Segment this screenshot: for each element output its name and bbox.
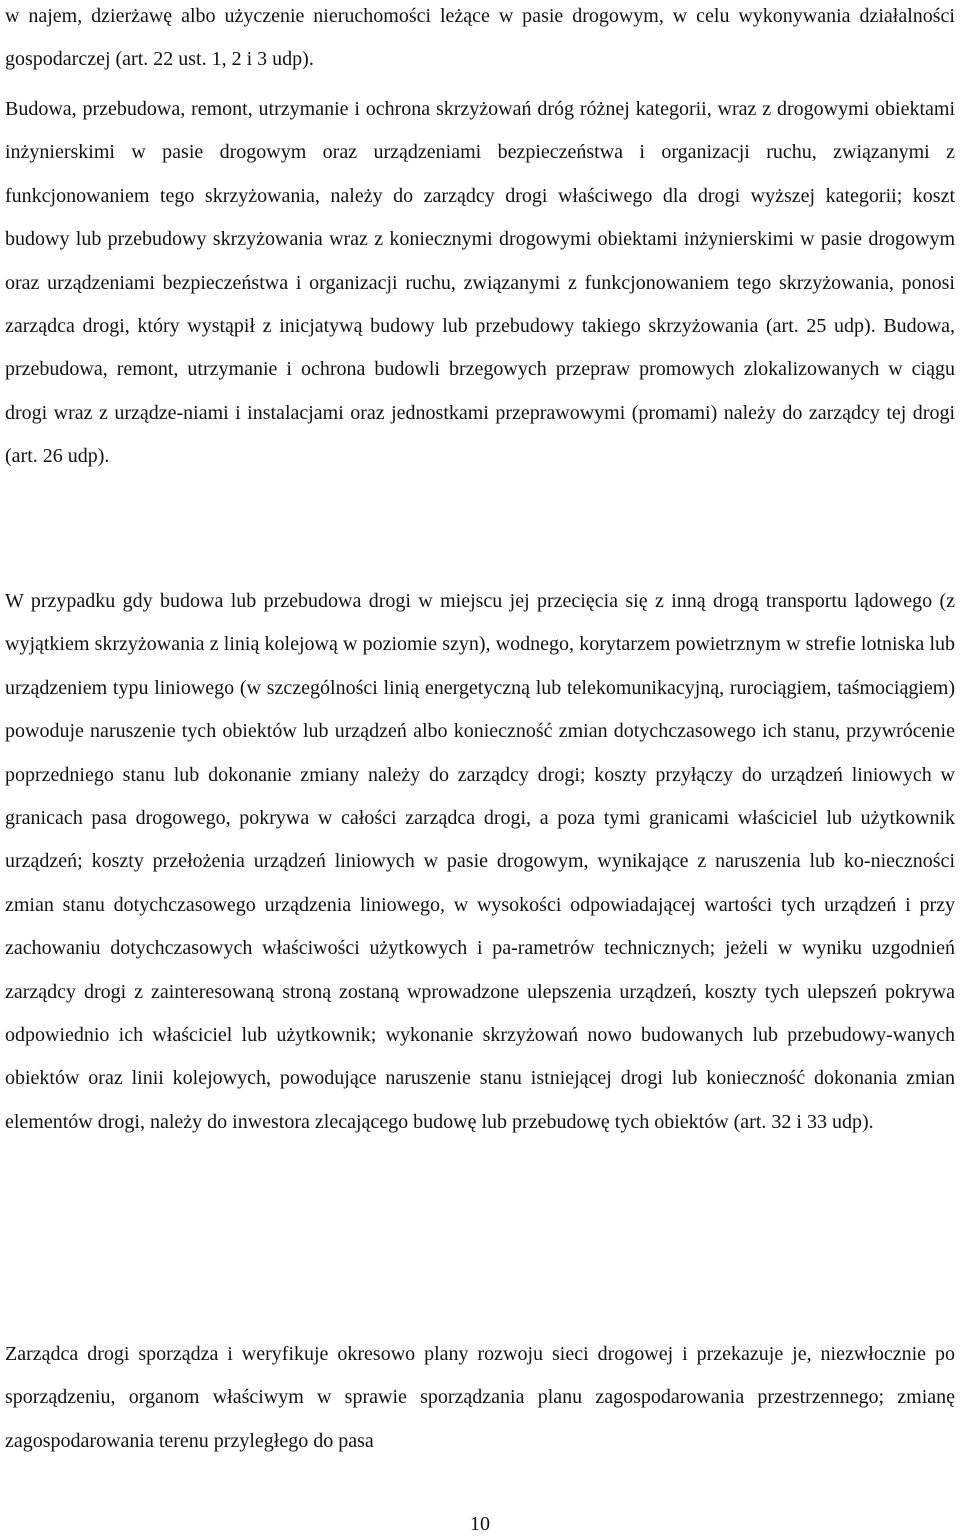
paragraph-road-network-plans: Zarządca drogi sporządza i weryfikuje okresowo plany rozwoju sieci drogowej i przekazuje je, niezwłocznie po sporządzeniu, organom właściwym w sprawie sporządzania planu zagospodarowania przestrzennego; zmianę zagospodarowania terenu przyległego do pasa [5,1343,955,1452]
page-number: 10 [470,1513,490,1535]
paragraph-intersections: Budowa, przebudowa, remont, utrzymanie i ochrona skrzyżowań dróg różnej kategorii, wraz z drogowymi obiektami inżynierskimi w pasie drogowym oraz urządzeniami bezpieczeństwa i organizacji ruchu, związanymi z funkcjonowaniem tego skrzyżowania, należy do zarządcy drogi właściwego dla drogi wyższej kategorii; koszt budowy lub przebudowy skrzyżowania wraz z koniecznymi drogowymi obiektami inżynierskimi w pasie drogowym oraz urządzeniami bezpieczeństwa i organizacji ruchu, związanymi z funkcjonowaniem tego skrzyżowania, ponosi zarządca drogi, który wystąpił z inicjatywą budowy lub przebudowy takiego skrzyżowania (art. 25 udp). Budowa, przebudowa, remont, utrzymanie i ochrona budowli brzegowych przepraw promowych zlokalizowanych w ciągu drogi wraz z urządze-niami i instalacjami oraz jednostkami przeprawowymi (promami) należy do zarządcy tej drogi (art. 26 udp). [5,98,955,468]
paragraph-continuation: w najem, dzierżawę albo użyczenie nieruchomości leżące w pasie drogowym, w celu wykonywania działalności gospodarczej (art. 22 ust. 1, 2 i 3 udp). [5,5,955,71]
paragraph-crossing-infrastructure: W przypadku gdy budowa lub przebudowa drogi w miejscu jej przecięcia się z inną drogą transportu lądowego (z wyjątkiem skrzyżowania z linią kolejową w poziomie szyn), wodnego, korytarzem powietrznym w strefie lotniska lub urządzeniem typu liniowego (w szczególności linią energetyczną lub telekomunikacyjną, rurociągiem, taśmociągiem) powoduje naruszenie tych obiektów lub urządzeń albo konieczność zmian dotychczasowego ich stanu, przywrócenie poprzedniego stanu lub dokonanie zmiany należy do zarządcy drogi; koszty przyłączy do urządzeń liniowych w granicach pasa drogowego, pokrywa w całości zarządca drogi, a poza tymi granicami właściciel lub użytkownik urządzeń; koszty przełożenia urządzeń liniowych w pasie drogowym, wynikające z naruszenia lub ko-nieczności zmian stanu dotychczasowego urządzenia liniowego, w wysokości odpowiadającej wartości tych urządzeń i przy zachowaniu dotychczasowych właściwości użytkowych i pa-rametrów technicznych; jeżeli w wyniku uzgodnień zarządcy drogi z zainteresowaną stroną zostaną wprowadzone ulepszenia urządzeń, koszty tych ulepszeń pokrywa odpowiednio ich właściciel lub użytkownik; wykonanie skrzyżowań nowo budowanych lub przebudowy-wanych obiektów oraz linii kolejowych, powodujące naruszenie stanu istniejącej drogi lub konieczność dokonania zmian elementów drogi, należy do inwestora zlecającego budowę lub przebudowę tych obiektów (art. 32 i 33 udp). [5,590,955,1133]
